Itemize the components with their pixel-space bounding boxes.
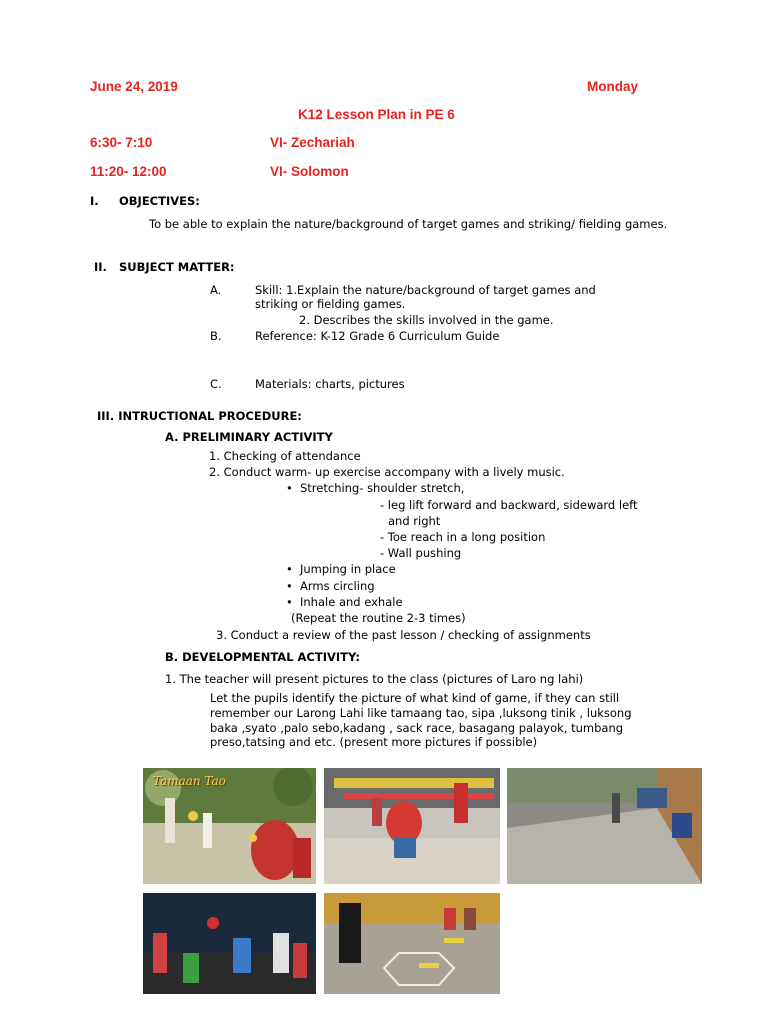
repeat-note: (Repeat the routine 2-3 times) bbox=[291, 611, 466, 625]
photo-tatsing bbox=[324, 893, 500, 994]
skill-text-2: 2. Describes the skills involved in the game. bbox=[299, 313, 554, 327]
reference-text: Reference: K-12 Grade 6 Curriculum Guide bbox=[255, 329, 500, 343]
step-review: 3. Conduct a review of the past lesson / checking of assignments bbox=[216, 628, 591, 642]
photo-tamaan-tao bbox=[143, 768, 316, 884]
dev-step-1: 1. The teacher will present pictures to the class (pictures of Laro ng lahi) bbox=[165, 672, 584, 686]
photo-street-game bbox=[507, 768, 702, 884]
schedule-section-1: VI- Zechariah bbox=[270, 135, 355, 150]
step-warmup: 2. Conduct warm- up exercise accompany with a lively music. bbox=[209, 465, 565, 479]
reference-letter: B. bbox=[210, 329, 222, 343]
photo-caption: Tamaan Tao bbox=[153, 774, 226, 788]
bullet-inhale: • Inhale and exhale bbox=[300, 595, 403, 609]
bullet-arms: • Arms circling bbox=[300, 579, 375, 593]
stretch-wall-pushing: - Wall pushing bbox=[380, 546, 462, 560]
lesson-date: June 24, 2019 bbox=[90, 79, 178, 94]
stretch-leg-lift: - leg lift forward and backward, sideward left bbox=[380, 498, 638, 512]
subject-matter-number: II. bbox=[94, 260, 107, 274]
materials-text: Materials: charts, pictures bbox=[255, 377, 405, 391]
materials-letter: C. bbox=[210, 377, 222, 391]
subject-matter-heading: SUBJECT MATTER: bbox=[119, 260, 235, 274]
schedule-time-2: 11:20- 12:00 bbox=[90, 164, 167, 179]
skill-text: Skill: 1.Explain the nature/background of target games and striking or fielding games. bbox=[255, 283, 596, 311]
stretch-leg-lift-cont: and right bbox=[388, 514, 441, 528]
objectives-number: I. bbox=[90, 194, 99, 208]
objectives-heading: OBJECTIVES: bbox=[119, 194, 200, 208]
stretch-toe-reach: - Toe reach in a long position bbox=[380, 530, 546, 544]
lesson-day: Monday bbox=[587, 79, 639, 94]
objectives-text: To be able to explain the nature/background of target games and striking/ fielding games. bbox=[149, 217, 668, 231]
dev-text: Let the pupils identify the picture of what kind of game, if they can still remember our Larong Lahi like tamaang tao, sipa ,luksong tinik , luksong baka ,syato ,palo sebo,kadang , sack race, basagang palayok, tumbang preso,tatsing and etc. (present more pictures if possible) bbox=[210, 691, 632, 750]
preliminary-heading: A. PRELIMINARY ACTIVITY bbox=[165, 430, 333, 444]
photo-sipa-game bbox=[324, 768, 500, 884]
schedule-section-2: VI- Solomon bbox=[270, 164, 349, 179]
procedure-heading: III. INTRUCTIONAL PROCEDURE: bbox=[97, 409, 302, 423]
page-title: K12 Lesson Plan in PE 6 bbox=[298, 107, 455, 122]
bullet-jumping: • Jumping in place bbox=[300, 562, 396, 576]
bullet-stretching: • Stretching- shoulder stretch, bbox=[300, 481, 464, 495]
developmental-heading: B. DEVELOPMENTAL ACTIVITY: bbox=[165, 650, 360, 664]
skill-letter: A. bbox=[210, 283, 222, 297]
step-attendance: 1. Checking of attendance bbox=[209, 449, 361, 463]
photo-palayok bbox=[143, 893, 316, 994]
schedule-time-1: 6:30- 7:10 bbox=[90, 135, 153, 150]
